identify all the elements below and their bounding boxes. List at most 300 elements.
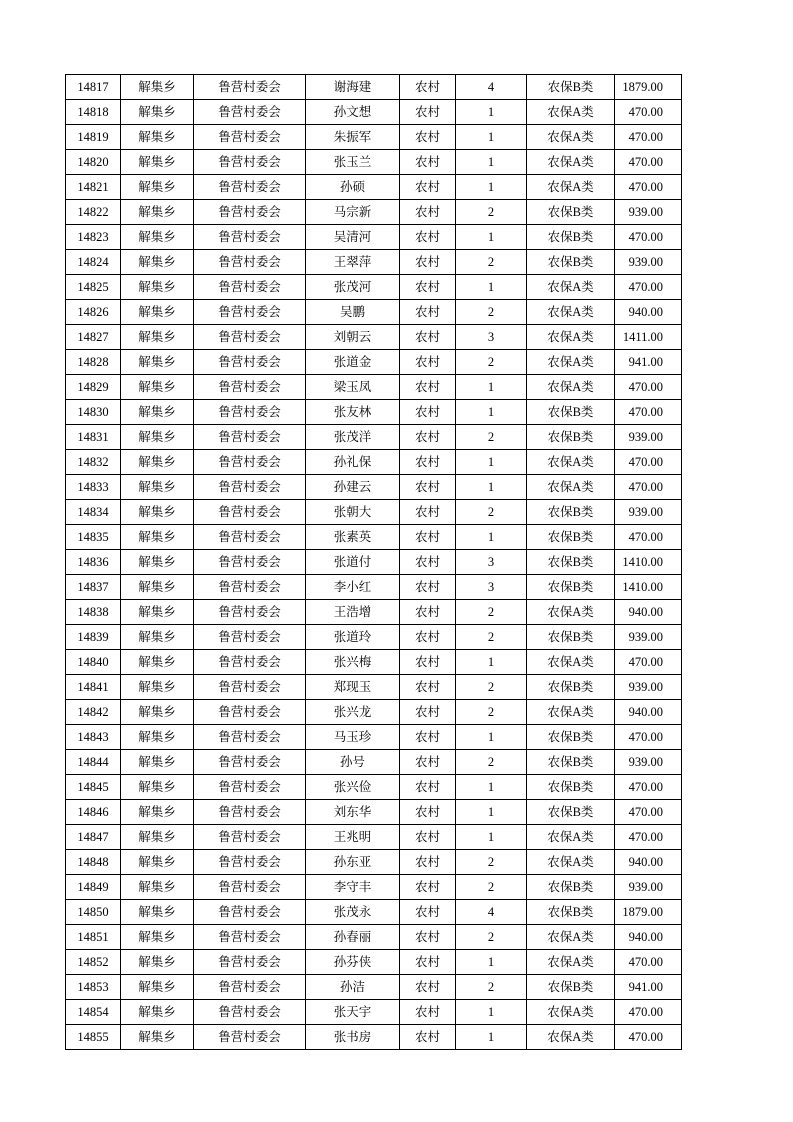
cell-record-id: 14830 xyxy=(66,400,121,425)
cell-amount: 939.00 xyxy=(615,625,682,650)
table-row xyxy=(66,125,682,150)
cell-person-count: 1 xyxy=(456,275,527,300)
cell-insurance-category: 农保A类 xyxy=(527,375,615,400)
table-row xyxy=(66,375,682,400)
cell-record-id: 14844 xyxy=(66,750,121,775)
cell-person-name: 李守丰 xyxy=(306,875,400,900)
benefit-records-table xyxy=(65,74,682,1050)
cell-person-name: 马玉珍 xyxy=(306,725,400,750)
cell-person-count: 2 xyxy=(456,925,527,950)
cell-amount: 1410.00 xyxy=(615,550,682,575)
cell-insurance-category: 农保B类 xyxy=(527,75,615,100)
table-row xyxy=(66,175,682,200)
cell-person-name: 郑现玉 xyxy=(306,675,400,700)
cell-insurance-category: 农保A类 xyxy=(527,950,615,975)
cell-record-id: 14841 xyxy=(66,675,121,700)
cell-township: 解集乡 xyxy=(121,575,194,600)
cell-record-id: 14822 xyxy=(66,200,121,225)
cell-township: 解集乡 xyxy=(121,700,194,725)
cell-person-count: 2 xyxy=(456,500,527,525)
cell-village-committee: 鲁营村委会 xyxy=(194,650,306,675)
table-row xyxy=(66,625,682,650)
cell-record-id: 14838 xyxy=(66,600,121,625)
table-row xyxy=(66,875,682,900)
cell-insurance-category: 农保B类 xyxy=(527,400,615,425)
table-row xyxy=(66,950,682,975)
cell-amount: 940.00 xyxy=(615,700,682,725)
cell-person-name: 孙号 xyxy=(306,750,400,775)
cell-township: 解集乡 xyxy=(121,975,194,1000)
cell-person-count: 2 xyxy=(456,850,527,875)
cell-residence-type: 农村 xyxy=(400,950,456,975)
cell-amount: 1879.00 xyxy=(615,75,682,100)
table-row xyxy=(66,500,682,525)
table-row xyxy=(66,300,682,325)
cell-residence-type: 农村 xyxy=(400,600,456,625)
cell-village-committee: 鲁营村委会 xyxy=(194,575,306,600)
cell-amount: 939.00 xyxy=(615,750,682,775)
cell-township: 解集乡 xyxy=(121,600,194,625)
cell-amount: 470.00 xyxy=(615,375,682,400)
cell-residence-type: 农村 xyxy=(400,275,456,300)
cell-person-count: 1 xyxy=(456,1025,527,1050)
cell-village-committee: 鲁营村委会 xyxy=(194,350,306,375)
table-row xyxy=(66,700,682,725)
cell-amount: 941.00 xyxy=(615,350,682,375)
cell-insurance-category: 农保A类 xyxy=(527,475,615,500)
cell-township: 解集乡 xyxy=(121,150,194,175)
cell-township: 解集乡 xyxy=(121,725,194,750)
cell-village-committee: 鲁营村委会 xyxy=(194,975,306,1000)
cell-person-count: 2 xyxy=(456,350,527,375)
cell-residence-type: 农村 xyxy=(400,200,456,225)
cell-township: 解集乡 xyxy=(121,500,194,525)
cell-township: 解集乡 xyxy=(121,325,194,350)
cell-person-name: 谢海建 xyxy=(306,75,400,100)
cell-amount: 470.00 xyxy=(615,275,682,300)
cell-insurance-category: 农保B类 xyxy=(527,550,615,575)
cell-person-count: 1 xyxy=(456,525,527,550)
cell-amount: 470.00 xyxy=(615,1025,682,1050)
cell-person-count: 2 xyxy=(456,425,527,450)
cell-person-name: 张道付 xyxy=(306,550,400,575)
cell-record-id: 14836 xyxy=(66,550,121,575)
cell-residence-type: 农村 xyxy=(400,650,456,675)
cell-township: 解集乡 xyxy=(121,225,194,250)
cell-village-committee: 鲁营村委会 xyxy=(194,625,306,650)
cell-person-count: 2 xyxy=(456,625,527,650)
cell-village-committee: 鲁营村委会 xyxy=(194,325,306,350)
cell-record-id: 14829 xyxy=(66,375,121,400)
cell-record-id: 14821 xyxy=(66,175,121,200)
table-row xyxy=(66,650,682,675)
cell-record-id: 14819 xyxy=(66,125,121,150)
cell-residence-type: 农村 xyxy=(400,475,456,500)
table-row xyxy=(66,525,682,550)
cell-person-count: 1 xyxy=(456,825,527,850)
cell-village-committee: 鲁营村委会 xyxy=(194,875,306,900)
cell-person-name: 朱振军 xyxy=(306,125,400,150)
table-body xyxy=(66,75,682,1050)
cell-person-name: 张兴梅 xyxy=(306,650,400,675)
cell-person-name: 王兆明 xyxy=(306,825,400,850)
cell-person-name: 张茂河 xyxy=(306,275,400,300)
cell-person-count: 1 xyxy=(456,125,527,150)
cell-village-committee: 鲁营村委会 xyxy=(194,275,306,300)
cell-township: 解集乡 xyxy=(121,75,194,100)
cell-record-id: 14827 xyxy=(66,325,121,350)
cell-person-count: 3 xyxy=(456,575,527,600)
cell-residence-type: 农村 xyxy=(400,675,456,700)
cell-person-count: 1 xyxy=(456,450,527,475)
cell-record-id: 14847 xyxy=(66,825,121,850)
cell-insurance-category: 农保A类 xyxy=(527,450,615,475)
cell-residence-type: 农村 xyxy=(400,350,456,375)
cell-person-name: 刘东华 xyxy=(306,800,400,825)
cell-amount: 940.00 xyxy=(615,300,682,325)
cell-township: 解集乡 xyxy=(121,175,194,200)
cell-village-committee: 鲁营村委会 xyxy=(194,925,306,950)
cell-record-id: 14843 xyxy=(66,725,121,750)
table-row xyxy=(66,225,682,250)
cell-village-committee: 鲁营村委会 xyxy=(194,175,306,200)
cell-insurance-category: 农保A类 xyxy=(527,925,615,950)
cell-insurance-category: 农保A类 xyxy=(527,1025,615,1050)
cell-person-name: 吴清河 xyxy=(306,225,400,250)
cell-person-name: 孙礼保 xyxy=(306,450,400,475)
cell-person-name: 张道玲 xyxy=(306,625,400,650)
table-row xyxy=(66,850,682,875)
cell-residence-type: 农村 xyxy=(400,750,456,775)
cell-person-count: 2 xyxy=(456,250,527,275)
cell-person-count: 2 xyxy=(456,600,527,625)
cell-person-name: 张兴俭 xyxy=(306,775,400,800)
cell-person-count: 4 xyxy=(456,900,527,925)
cell-village-committee: 鲁营村委会 xyxy=(194,525,306,550)
table-row xyxy=(66,750,682,775)
cell-residence-type: 农村 xyxy=(400,125,456,150)
cell-person-count: 2 xyxy=(456,700,527,725)
table-row xyxy=(66,200,682,225)
cell-township: 解集乡 xyxy=(121,1000,194,1025)
table-row xyxy=(66,325,682,350)
cell-amount: 470.00 xyxy=(615,225,682,250)
cell-insurance-category: 农保A类 xyxy=(527,150,615,175)
cell-amount: 939.00 xyxy=(615,500,682,525)
cell-village-committee: 鲁营村委会 xyxy=(194,600,306,625)
table-row xyxy=(66,1025,682,1050)
cell-record-id: 14855 xyxy=(66,1025,121,1050)
cell-record-id: 14833 xyxy=(66,475,121,500)
cell-amount: 470.00 xyxy=(615,400,682,425)
cell-amount: 470.00 xyxy=(615,800,682,825)
cell-township: 解集乡 xyxy=(121,825,194,850)
cell-person-count: 2 xyxy=(456,675,527,700)
table-row xyxy=(66,575,682,600)
cell-person-count: 1 xyxy=(456,100,527,125)
cell-village-committee: 鲁营村委会 xyxy=(194,375,306,400)
cell-village-committee: 鲁营村委会 xyxy=(194,450,306,475)
cell-residence-type: 农村 xyxy=(400,225,456,250)
cell-record-id: 14840 xyxy=(66,650,121,675)
cell-amount: 940.00 xyxy=(615,850,682,875)
cell-village-committee: 鲁营村委会 xyxy=(194,75,306,100)
cell-village-committee: 鲁营村委会 xyxy=(194,800,306,825)
cell-person-name: 张茂洋 xyxy=(306,425,400,450)
cell-record-id: 14852 xyxy=(66,950,121,975)
cell-insurance-category: 农保A类 xyxy=(527,300,615,325)
cell-residence-type: 农村 xyxy=(400,575,456,600)
cell-insurance-category: 农保A类 xyxy=(527,275,615,300)
cell-person-name: 张友林 xyxy=(306,400,400,425)
cell-township: 解集乡 xyxy=(121,775,194,800)
cell-village-committee: 鲁营村委会 xyxy=(194,750,306,775)
cell-township: 解集乡 xyxy=(121,675,194,700)
cell-person-name: 孙洁 xyxy=(306,975,400,1000)
cell-amount: 470.00 xyxy=(615,175,682,200)
cell-insurance-category: 农保A类 xyxy=(527,825,615,850)
cell-insurance-category: 农保B类 xyxy=(527,500,615,525)
cell-person-count: 3 xyxy=(456,325,527,350)
cell-township: 解集乡 xyxy=(121,650,194,675)
cell-residence-type: 农村 xyxy=(400,925,456,950)
cell-person-count: 2 xyxy=(456,975,527,1000)
cell-record-id: 14823 xyxy=(66,225,121,250)
cell-record-id: 14850 xyxy=(66,900,121,925)
cell-amount: 940.00 xyxy=(615,600,682,625)
cell-residence-type: 农村 xyxy=(400,325,456,350)
cell-amount: 470.00 xyxy=(615,650,682,675)
cell-amount: 939.00 xyxy=(615,425,682,450)
cell-residence-type: 农村 xyxy=(400,175,456,200)
cell-amount: 470.00 xyxy=(615,475,682,500)
cell-amount: 470.00 xyxy=(615,825,682,850)
cell-township: 解集乡 xyxy=(121,900,194,925)
cell-village-committee: 鲁营村委会 xyxy=(194,100,306,125)
cell-residence-type: 农村 xyxy=(400,250,456,275)
table-row xyxy=(66,275,682,300)
cell-amount: 939.00 xyxy=(615,200,682,225)
cell-person-count: 1 xyxy=(456,725,527,750)
cell-amount: 470.00 xyxy=(615,450,682,475)
cell-person-name: 刘朝云 xyxy=(306,325,400,350)
cell-person-name: 孙硕 xyxy=(306,175,400,200)
cell-insurance-category: 农保B类 xyxy=(527,975,615,1000)
cell-township: 解集乡 xyxy=(121,400,194,425)
cell-insurance-category: 农保B类 xyxy=(527,200,615,225)
cell-township: 解集乡 xyxy=(121,1025,194,1050)
cell-township: 解集乡 xyxy=(121,925,194,950)
cell-person-name: 张茂永 xyxy=(306,900,400,925)
cell-insurance-category: 农保B类 xyxy=(527,725,615,750)
cell-township: 解集乡 xyxy=(121,425,194,450)
cell-insurance-category: 农保A类 xyxy=(527,350,615,375)
cell-amount: 941.00 xyxy=(615,975,682,1000)
cell-residence-type: 农村 xyxy=(400,300,456,325)
cell-person-count: 1 xyxy=(456,950,527,975)
cell-township: 解集乡 xyxy=(121,450,194,475)
cell-township: 解集乡 xyxy=(121,375,194,400)
cell-village-committee: 鲁营村委会 xyxy=(194,125,306,150)
table-row xyxy=(66,250,682,275)
cell-record-id: 14848 xyxy=(66,850,121,875)
cell-record-id: 14826 xyxy=(66,300,121,325)
cell-village-committee: 鲁营村委会 xyxy=(194,900,306,925)
table-row xyxy=(66,150,682,175)
cell-insurance-category: 农保B类 xyxy=(527,575,615,600)
cell-record-id: 14834 xyxy=(66,500,121,525)
cell-record-id: 14851 xyxy=(66,925,121,950)
cell-record-id: 14845 xyxy=(66,775,121,800)
cell-person-count: 1 xyxy=(456,775,527,800)
cell-person-count: 1 xyxy=(456,175,527,200)
cell-residence-type: 农村 xyxy=(400,450,456,475)
cell-insurance-category: 农保B类 xyxy=(527,750,615,775)
cell-person-name: 李小红 xyxy=(306,575,400,600)
cell-village-committee: 鲁营村委会 xyxy=(194,675,306,700)
cell-township: 解集乡 xyxy=(121,625,194,650)
table-row xyxy=(66,100,682,125)
cell-person-name: 马宗新 xyxy=(306,200,400,225)
table-row xyxy=(66,975,682,1000)
table-row xyxy=(66,925,682,950)
cell-record-id: 14846 xyxy=(66,800,121,825)
cell-amount: 470.00 xyxy=(615,125,682,150)
cell-record-id: 14831 xyxy=(66,425,121,450)
cell-insurance-category: 农保A类 xyxy=(527,125,615,150)
cell-insurance-category: 农保B类 xyxy=(527,225,615,250)
table-row xyxy=(66,600,682,625)
cell-village-committee: 鲁营村委会 xyxy=(194,950,306,975)
cell-person-name: 梁玉凤 xyxy=(306,375,400,400)
cell-township: 解集乡 xyxy=(121,275,194,300)
table-row xyxy=(66,775,682,800)
cell-residence-type: 农村 xyxy=(400,100,456,125)
cell-person-count: 2 xyxy=(456,200,527,225)
cell-amount: 470.00 xyxy=(615,150,682,175)
cell-person-name: 吴鹏 xyxy=(306,300,400,325)
cell-record-id: 14817 xyxy=(66,75,121,100)
cell-village-committee: 鲁营村委会 xyxy=(194,725,306,750)
cell-insurance-category: 农保A类 xyxy=(527,650,615,675)
table-row xyxy=(66,550,682,575)
cell-person-count: 1 xyxy=(456,1000,527,1025)
cell-person-name: 王翠萍 xyxy=(306,250,400,275)
table-row xyxy=(66,350,682,375)
cell-village-committee: 鲁营村委会 xyxy=(194,1000,306,1025)
cell-residence-type: 农村 xyxy=(400,425,456,450)
cell-village-committee: 鲁营村委会 xyxy=(194,300,306,325)
cell-residence-type: 农村 xyxy=(400,500,456,525)
cell-person-name: 孙东亚 xyxy=(306,850,400,875)
cell-record-id: 14849 xyxy=(66,875,121,900)
cell-village-committee: 鲁营村委会 xyxy=(194,475,306,500)
cell-village-committee: 鲁营村委会 xyxy=(194,850,306,875)
cell-insurance-category: 农保B类 xyxy=(527,775,615,800)
cell-amount: 1879.00 xyxy=(615,900,682,925)
cell-township: 解集乡 xyxy=(121,100,194,125)
cell-village-committee: 鲁营村委会 xyxy=(194,1025,306,1050)
cell-village-committee: 鲁营村委会 xyxy=(194,200,306,225)
cell-village-committee: 鲁营村委会 xyxy=(194,225,306,250)
cell-residence-type: 农村 xyxy=(400,825,456,850)
cell-record-id: 14842 xyxy=(66,700,121,725)
cell-record-id: 14854 xyxy=(66,1000,121,1025)
table-row xyxy=(66,450,682,475)
cell-amount: 470.00 xyxy=(615,775,682,800)
cell-residence-type: 农村 xyxy=(400,550,456,575)
cell-residence-type: 农村 xyxy=(400,875,456,900)
cell-person-count: 1 xyxy=(456,475,527,500)
cell-amount: 470.00 xyxy=(615,1000,682,1025)
table-row xyxy=(66,900,682,925)
cell-record-id: 14832 xyxy=(66,450,121,475)
table-row xyxy=(66,675,682,700)
cell-insurance-category: 农保B类 xyxy=(527,900,615,925)
cell-residence-type: 农村 xyxy=(400,900,456,925)
cell-residence-type: 农村 xyxy=(400,775,456,800)
cell-record-id: 14837 xyxy=(66,575,121,600)
cell-amount: 470.00 xyxy=(615,100,682,125)
cell-amount: 470.00 xyxy=(615,725,682,750)
cell-residence-type: 农村 xyxy=(400,725,456,750)
cell-record-id: 14824 xyxy=(66,250,121,275)
cell-residence-type: 农村 xyxy=(400,1025,456,1050)
cell-insurance-category: 农保A类 xyxy=(527,700,615,725)
cell-township: 解集乡 xyxy=(121,850,194,875)
cell-person-count: 2 xyxy=(456,875,527,900)
cell-person-count: 1 xyxy=(456,225,527,250)
cell-record-id: 14828 xyxy=(66,350,121,375)
cell-insurance-category: 农保A类 xyxy=(527,1000,615,1025)
table-row xyxy=(66,475,682,500)
cell-record-id: 14839 xyxy=(66,625,121,650)
cell-amount: 939.00 xyxy=(615,875,682,900)
cell-township: 解集乡 xyxy=(121,200,194,225)
cell-person-name: 张朝大 xyxy=(306,500,400,525)
cell-insurance-category: 农保B类 xyxy=(527,875,615,900)
cell-insurance-category: 农保B类 xyxy=(527,425,615,450)
cell-township: 解集乡 xyxy=(121,550,194,575)
cell-township: 解集乡 xyxy=(121,300,194,325)
cell-insurance-category: 农保A类 xyxy=(527,850,615,875)
table-row xyxy=(66,75,682,100)
cell-person-name: 王浩增 xyxy=(306,600,400,625)
cell-person-count: 1 xyxy=(456,150,527,175)
cell-amount: 939.00 xyxy=(615,675,682,700)
cell-insurance-category: 农保A类 xyxy=(527,100,615,125)
cell-person-name: 孙芬侠 xyxy=(306,950,400,975)
cell-residence-type: 农村 xyxy=(400,975,456,1000)
cell-record-id: 14853 xyxy=(66,975,121,1000)
cell-insurance-category: 农保B类 xyxy=(527,525,615,550)
table-row xyxy=(66,800,682,825)
cell-village-committee: 鲁营村委会 xyxy=(194,775,306,800)
cell-person-count: 1 xyxy=(456,400,527,425)
cell-residence-type: 农村 xyxy=(400,850,456,875)
cell-township: 解集乡 xyxy=(121,525,194,550)
cell-village-committee: 鲁营村委会 xyxy=(194,425,306,450)
cell-insurance-category: 农保A类 xyxy=(527,325,615,350)
table-row xyxy=(66,725,682,750)
cell-village-committee: 鲁营村委会 xyxy=(194,550,306,575)
table-row xyxy=(66,825,682,850)
cell-person-count: 2 xyxy=(456,750,527,775)
cell-person-name: 孙文想 xyxy=(306,100,400,125)
cell-residence-type: 农村 xyxy=(400,150,456,175)
cell-person-name: 张素英 xyxy=(306,525,400,550)
cell-village-committee: 鲁营村委会 xyxy=(194,150,306,175)
